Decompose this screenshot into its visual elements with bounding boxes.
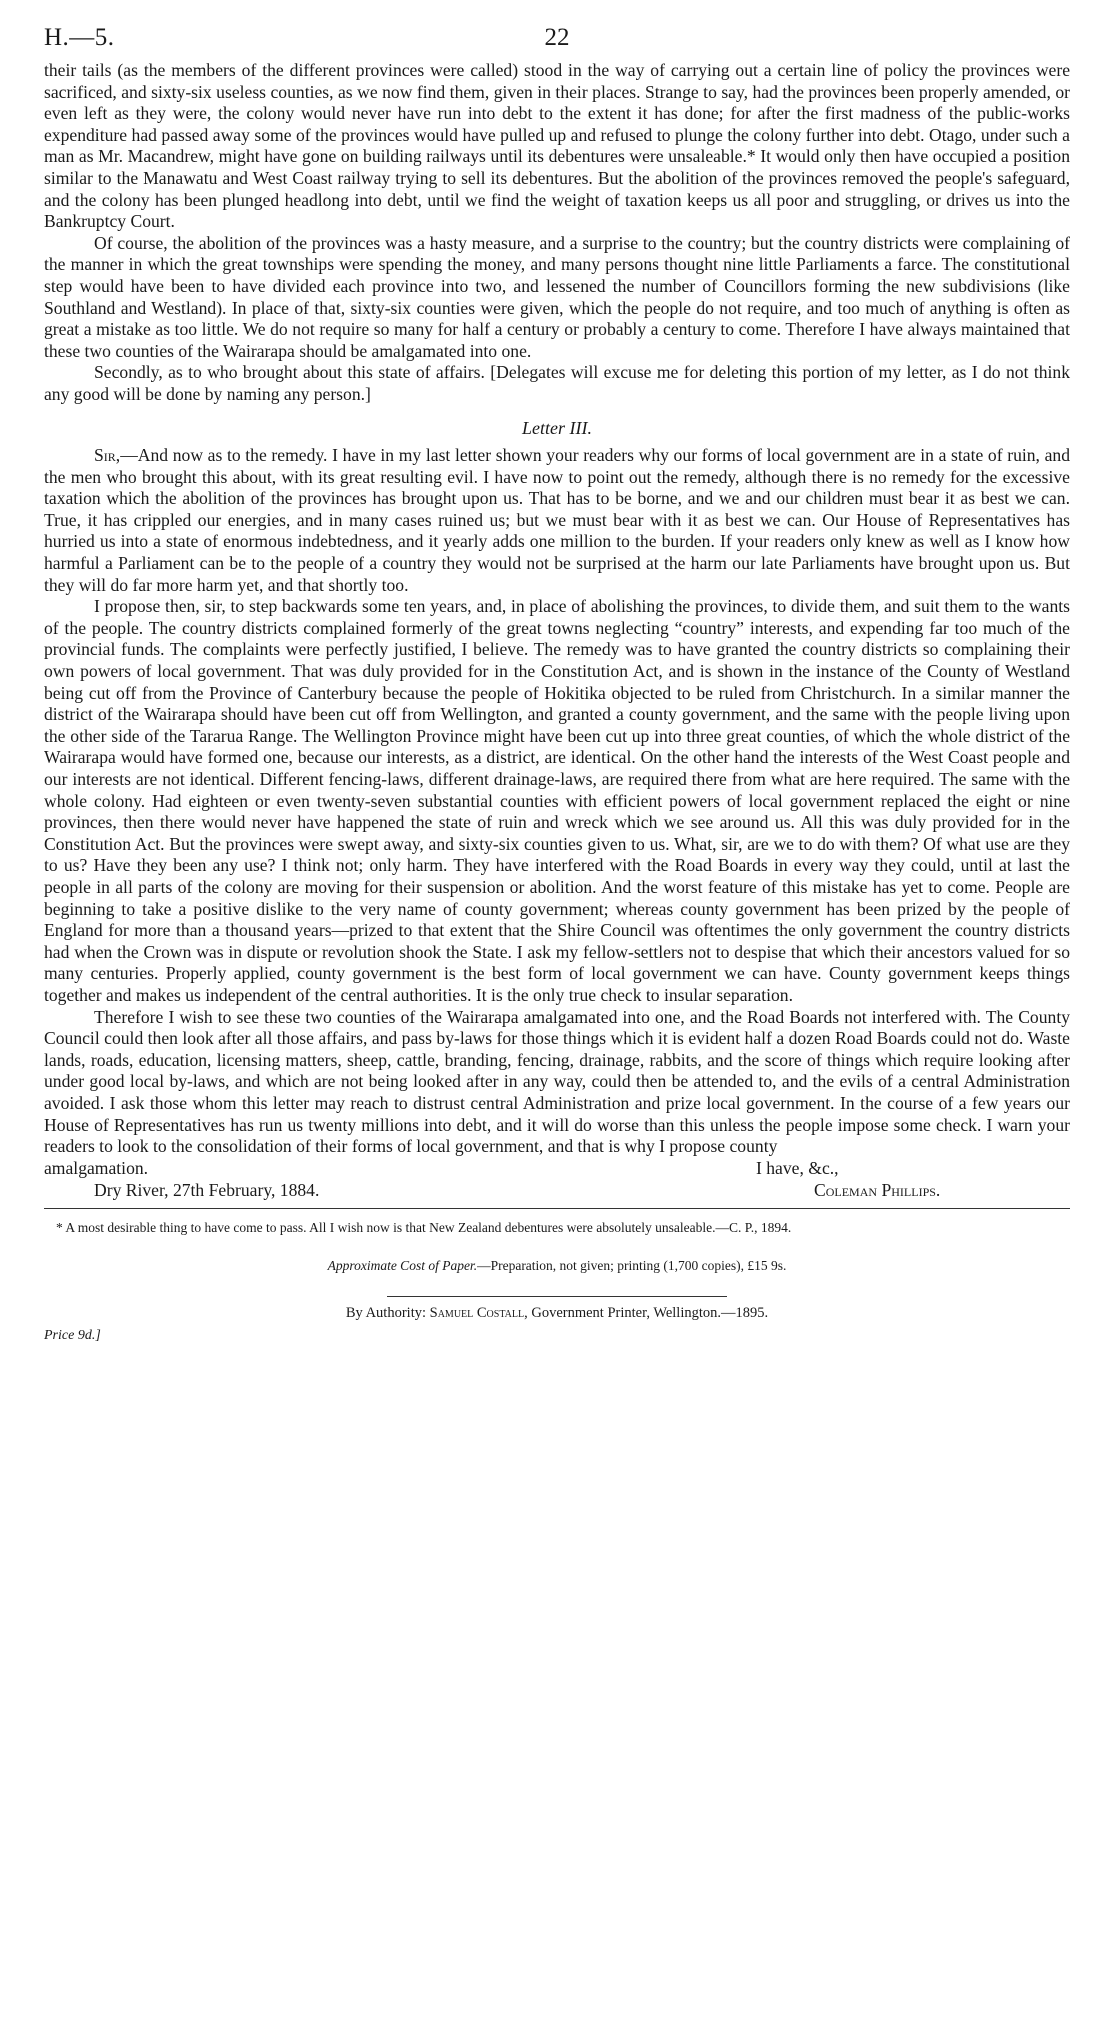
letter-paragraph: I propose then, sir, to step backwards some ten years, and, in place of abolishing the provinces, to divide them, and suit them to the wants of the people. The country districts complained formerly of the great towns neglecting “country” interests, and expending far too much of the provincial funds. The complaints were perfectly justified, I believe. The remedy was to have granted the country districts so complaining their own powers of local government. That was duly provided for in the Constitution Act, and is shown in the instance of the County of Westland being cut off from the Province of Canterbury because the people of Hokitika objected to be ruled from Christchurch. In a similar manner the district of the Wairarapa should have been cut off from Wellington, and granted a county government, and the same with the people living upon the other side of the Tararua Range. The Wellington Province might have been cut up into three great counties, of which the whole district of the Wairarapa would have formed one, because our interests, as a district, are identical. On the other hand the interests of the West Coast people and our interests are not identical. Different fencing-laws, different drainage-laws, are required there from what are here required. The same with the whole colony. Had eighteen or even twenty-seven substantial counties with efficient powers of local government replaced the eight or nine provinces, then there would never have happened the state of ruin and wreck which we see around us. All this was duly provided for in the Constitution Act. But the provinces were swept away, and sixty-six counties given to us. What, sir, are we to do with them? Of what use are they to us? Have they been any use? I think not; only harm. They have interfered with the Road Boards in every way they could, until at last the people in all parts of the colony are moving for their suspension or abolition. And the worst feature of this mistake has yet to come. People are beginning to take a positive dislike to the very name of county government; whereas county government has been prized by the people of England for more than a thousand years—prized to that extent that the Shire Council was oftentimes the only government the country districts had when the Crown was in dispute or revolution shook the State. I ask my fellow-settlers not to despise that which their ancestors valued for so many centuries. Properly applied, county government is the best form of local government we can have. County government keeps things together and makes us independent of the central authorities. It is the only true check to insular separation. — [44, 596, 1070, 1005]
printer-imprint — [44, 1305, 1070, 1322]
letter-paragraph-text: —And now as to the remedy. I have in my last letter shown your readers why our forms of local government are in a state of ruin, and the men who brought this about, with its great resulting evil. I have now to point out the remedy, although there is no remedy for the excessive taxation which the abolition of the provinces has brought upon us. That has to be borne, and we and our children must bear it as best we can. True, it has crippled our energies, and in many cases ruined us; but we must bear with it as best we can. Our House of Representatives has hurried us into a state of enormous indebtedness, and it yearly adds one million to the burden. If your readers only knew as well as I know how harmful a Parliament can be to the people of a country they would not be surprised at the harm our late Parliaments have brought upon us. But they will do far more harm yet, and that shortly too. — [44, 445, 1070, 595]
body-paragraph: Secondly, as to who brought about this state of affairs. [Delegates will excuse me for deleting this portion of my letter, as I do not think any good will be done by naming any person.] — [44, 362, 1070, 404]
letter-salutation: Sir, — [94, 445, 121, 466]
cost-of-paper — [44, 1258, 1070, 1274]
document-body — [44, 60, 1070, 1202]
letter-signature: Coleman Phillips. — [814, 1179, 941, 1200]
letter-last-word: amalgamation. — [44, 1157, 149, 1178]
letter-paragraph: Therefore I wish to see these two counties of the Wairarapa amalgamated into one, and the Road Boards not interfered with. The County Council could then look after all those affairs, and pass by-laws for those things which it is evident half a dozen Road Boards could not do. Waste lands, roads, education, licensing matters, sheep, cattle, branding, fencing, drainage, rabbits, and the score of things which require looking after under good local by-laws, and which are not being looked after in any way, could then be attended to, and the evils of a central Administration avoided. I ask those whom this letter may reach to distrust central Administration and prize local government. In the course of a few years our House of Representatives has run us twenty millions into debt, and it will do worse than this unless the people impose some check. I warn your readers to look to the consolidation of their forms of local government, and that is why I propose county — [44, 1006, 1070, 1157]
closing-row — [44, 1158, 1070, 1180]
printer-name: Samuel Costall, — [429, 1304, 528, 1321]
page-header — [44, 20, 1070, 60]
printer-rest: Government Printer, Wellington.—1895. — [531, 1304, 769, 1321]
signature-row — [44, 1180, 1070, 1202]
document-page — [44, 20, 1070, 1344]
document-code: H.—5. — [44, 24, 115, 51]
letter-paragraph — [44, 445, 1070, 596]
cost-text: —Preparation, not given; printing (1,700 copies), £15 9s. — [477, 1257, 787, 1273]
imprint-divider — [387, 1296, 727, 1297]
cost-label: Approximate Cost of Paper. — [327, 1257, 478, 1273]
letter-valediction: I have, &c., — [756, 1157, 839, 1178]
body-paragraph: Of course, the abolition of the provinces was a hasty measure, and a surprise to the country; but the country districts were complaining of the manner in which the great townships were spending the money, and many persons thought nine little Parliaments a farce. The constitutional step would have been to have divided each province into two, and lessened the number of Councillors forming the new subdivisions (like Southland and Westland). In place of that, sixty-six counties were given, which the people do not require, and too much of anything is often as great a mistake as too little. We do not require so many for half a century or probably a century to come. Therefore I have always maintained that these two counties of the Wairarapa should be amalgamated into one. — [44, 232, 1070, 361]
page-number: 22 — [544, 24, 570, 51]
body-paragraph: their tails (as the members of the different provinces were called) stood in the way of carrying out a certain line of policy the provinces were sacrificed, and sixty-six useless counties, as we now find them, given in their places. Strange to say, had the provinces been properly amended, or even left as they were, the colony would never have run into debt to the extent it has done; for after the first madness of the public-works expenditure had passed away some of the provinces would have pulled up and refused to plunge the colony further into debt. Otago, under such a man as Mr. Macandrew, might have gone on building railways until its debentures were unsaleable.* It would only then have occupied a position similar to the Manawatu and West Coast railway trying to sell its debentures. But the abolition of the provinces removed the people's safeguard, and the colony has been plunged headlong into debt, until we find the weight of taxation keeps us all poor and struggling, or drives us into the Bankruptcy Court. — [44, 60, 1070, 232]
letter-heading: Letter III. — [522, 417, 592, 438]
printer-prefix: By Authority: — [345, 1304, 427, 1321]
letter-place-date: Dry River, 27th February, 1884. — [94, 1179, 320, 1200]
price-note: Price 9d.] — [44, 1327, 101, 1343]
footnote-divider — [44, 1208, 1070, 1209]
footnote: * A most desirable thing to have come to pass. All I wish now is that New Zealand debentures were absolutely unsaleable.—C. P., 1894. — [56, 1219, 792, 1235]
